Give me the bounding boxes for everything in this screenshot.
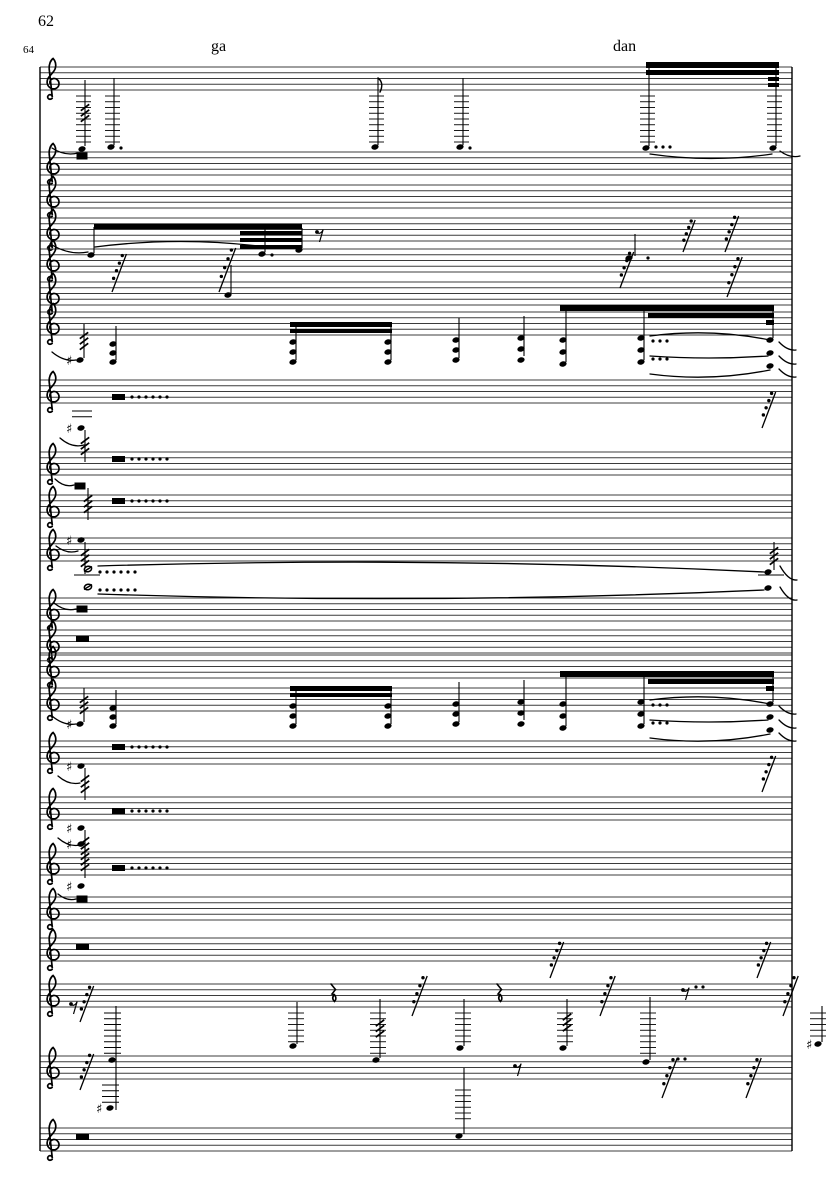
- note-glyph: [289, 1042, 298, 1049]
- tie-glyph: [779, 369, 796, 377]
- ledg-glyph: [455, 1013, 471, 1042]
- dots-glyph: [646, 256, 649, 259]
- svg-text:♯: ♯: [66, 354, 73, 369]
- tie-glyph: [58, 776, 80, 784]
- trem-glyph: [81, 846, 89, 878]
- staff: [40, 1128, 792, 1151]
- tie-glyph: [780, 566, 797, 580]
- beam-glyph: [768, 83, 779, 87]
- ledg-glyph: [640, 1013, 656, 1053]
- note-glyph: [77, 424, 86, 431]
- staff: [40, 630, 792, 653]
- note-glyph: [77, 824, 86, 831]
- beam-glyph: [648, 313, 774, 318]
- note-glyph: [77, 536, 86, 543]
- sharp-glyph: [66, 880, 72, 895]
- note-glyph: [766, 362, 775, 369]
- svg-text:♯: ♯: [66, 760, 73, 775]
- ledg-glyph: [640, 96, 655, 142]
- staff: [40, 797, 792, 820]
- sq-glyph: [75, 483, 86, 490]
- sharp-glyph: [66, 354, 72, 369]
- beam-glyph: [240, 231, 302, 235]
- buzz-glyph: [783, 976, 798, 1016]
- ledg-glyph: [810, 1013, 826, 1036]
- trem-glyph: [84, 488, 92, 520]
- page-number: 62: [38, 13, 54, 30]
- trem-glyph: [563, 999, 571, 1046]
- trem-glyph: [770, 542, 778, 570]
- note-glyph: [764, 584, 773, 591]
- hrest-glyph: [76, 1134, 89, 1140]
- staff: [40, 741, 792, 764]
- buzz-glyph: [80, 1054, 94, 1090]
- buzz-glyph: [725, 216, 739, 252]
- sharp-glyph: [66, 822, 72, 837]
- note-glyph: [84, 583, 93, 590]
- buzz-glyph: [80, 986, 94, 1022]
- note-glyph: [76, 356, 85, 363]
- beam-glyph: [768, 77, 779, 81]
- sharp-glyph: [66, 534, 72, 549]
- staff: [40, 852, 792, 875]
- beam-glyph: [648, 679, 774, 684]
- staff: [40, 249, 792, 272]
- ledg-glyph: [369, 96, 384, 142]
- note-glyph: [108, 1056, 117, 1063]
- buzz-glyph: [600, 976, 615, 1016]
- hrest-glyph: [76, 944, 89, 950]
- note-glyph: [78, 145, 87, 152]
- buzz-glyph: [762, 756, 776, 792]
- staff: [40, 452, 792, 475]
- sharp-glyph: [66, 718, 72, 733]
- note-glyph: [106, 1104, 115, 1111]
- dots-glyph: [651, 357, 668, 360]
- svg-text:♯: ♯: [806, 1038, 813, 1053]
- trem-glyph: [376, 999, 384, 1058]
- tie-glyph: [60, 438, 84, 446]
- ledg-glyph: [105, 96, 120, 142]
- staff: [40, 688, 792, 711]
- note-glyph: [372, 1056, 381, 1063]
- ledg-glyph: [370, 1013, 386, 1053]
- dots-glyph: [651, 721, 668, 724]
- note-glyph: [76, 720, 85, 727]
- marker-glyph: [112, 865, 169, 871]
- tie-glyph: [779, 706, 796, 714]
- ledg-glyph: [767, 96, 782, 142]
- dots-glyph: [119, 146, 122, 149]
- dots-glyph: [654, 145, 671, 148]
- dots-glyph: [98, 570, 136, 573]
- svg-text:♯: ♯: [66, 422, 73, 437]
- erest-glyph: [69, 1002, 77, 1014]
- note-glyph: [642, 1058, 651, 1065]
- tie-glyph: [779, 342, 796, 350]
- sq-glyph: [77, 153, 88, 160]
- marker-glyph: [112, 498, 169, 504]
- lyric-dan: dan: [613, 38, 637, 55]
- buzz-glyph: [412, 976, 427, 1016]
- tie-glyph: [52, 352, 76, 360]
- staff: [40, 984, 792, 1007]
- beam-glyph: [646, 70, 779, 75]
- staff: [40, 598, 792, 621]
- sq-glyph: [77, 606, 88, 613]
- sharp-glyph: [96, 1102, 102, 1117]
- tie-glyph: [95, 241, 258, 247]
- ledg-glyph: [72, 411, 92, 417]
- erest-glyph: [315, 230, 323, 242]
- ledg-glyph: [455, 1090, 471, 1119]
- staff: [40, 938, 792, 961]
- staff: [40, 152, 792, 175]
- beam-glyph: [290, 329, 392, 333]
- staff: [40, 218, 792, 241]
- tie-glyph: [52, 716, 76, 724]
- svg-text:♯: ♯: [66, 880, 73, 895]
- tie-glyph: [650, 333, 770, 340]
- dots-glyph: [676, 1057, 686, 1060]
- buzz-glyph: [662, 1058, 677, 1098]
- svg-text:♯: ♯: [66, 718, 73, 733]
- ledg-glyph: [104, 1013, 121, 1053]
- tie-glyph: [98, 562, 764, 572]
- erest-glyph: [513, 1064, 521, 1076]
- ledg-glyph: [557, 1013, 573, 1042]
- note-glyph: [456, 1044, 465, 1051]
- note-glyph: [814, 1040, 823, 1047]
- svg-text:♯: ♯: [96, 1102, 103, 1117]
- svg-text:♯: ♯: [66, 534, 73, 549]
- sharp-glyph: [66, 838, 72, 853]
- staff: [40, 282, 792, 305]
- ledg-glyph: [288, 1013, 304, 1042]
- beam-glyph: [290, 693, 392, 697]
- tie-glyph: [779, 733, 796, 741]
- lyric-ga: ga: [211, 38, 227, 55]
- sq-glyph: [77, 896, 88, 903]
- dots-glyph: [651, 703, 668, 706]
- qrest-glyph: [331, 984, 336, 1002]
- buzz-glyph: [550, 942, 564, 978]
- tie-glyph: [650, 734, 770, 741]
- note-glyph: [517, 356, 526, 363]
- svg-text:♯: ♯: [66, 838, 73, 853]
- beam-glyph: [94, 224, 302, 229]
- ledg-glyph: [454, 96, 469, 142]
- tie-glyph: [779, 356, 796, 364]
- dots-glyph: [98, 588, 136, 591]
- note-glyph: [766, 726, 775, 733]
- tie-glyph: [650, 370, 770, 377]
- staff: [40, 380, 792, 403]
- buzz-glyph: [757, 942, 771, 978]
- note-glyph: [517, 720, 526, 727]
- marker-glyph: [112, 394, 169, 400]
- note-glyph: [764, 568, 773, 575]
- beam-glyph: [290, 686, 392, 691]
- note-glyph: [77, 882, 86, 889]
- beam-glyph: [240, 238, 302, 242]
- sharp-glyph: [806, 1038, 812, 1053]
- sharp-glyph: [66, 760, 72, 775]
- sharp-glyph: [66, 422, 72, 437]
- beam-glyph: [560, 305, 774, 311]
- tie-glyph: [55, 479, 74, 486]
- dots-glyph: [651, 339, 668, 342]
- buzz-glyph: [112, 254, 127, 292]
- tie-glyph: [650, 697, 770, 704]
- beam-glyph: [646, 62, 779, 68]
- hrest-glyph: [76, 636, 89, 642]
- tie-glyph: [779, 720, 796, 728]
- staff: [40, 495, 792, 518]
- buzz-glyph: [727, 257, 742, 297]
- note-glyph: [77, 762, 86, 769]
- marker-glyph: [112, 744, 169, 750]
- dots-glyph: [694, 985, 704, 988]
- marker-glyph: [112, 456, 169, 462]
- tie-glyph: [98, 590, 764, 599]
- buzz-glyph: [746, 1058, 761, 1098]
- beam-glyph: [290, 322, 392, 327]
- staff: [40, 897, 792, 920]
- ledg-glyph: [76, 96, 91, 142]
- dots-glyph: [468, 146, 471, 149]
- qrest-glyph: [497, 984, 502, 1002]
- svg-text:♯: ♯: [66, 822, 73, 837]
- measure-number: 64: [23, 44, 34, 56]
- beam-glyph: [560, 671, 774, 677]
- dots-glyph: [270, 253, 273, 256]
- note-glyph: [559, 1044, 568, 1051]
- staff: [40, 538, 792, 561]
- staff: [40, 185, 792, 208]
- trem-glyph: [81, 768, 89, 800]
